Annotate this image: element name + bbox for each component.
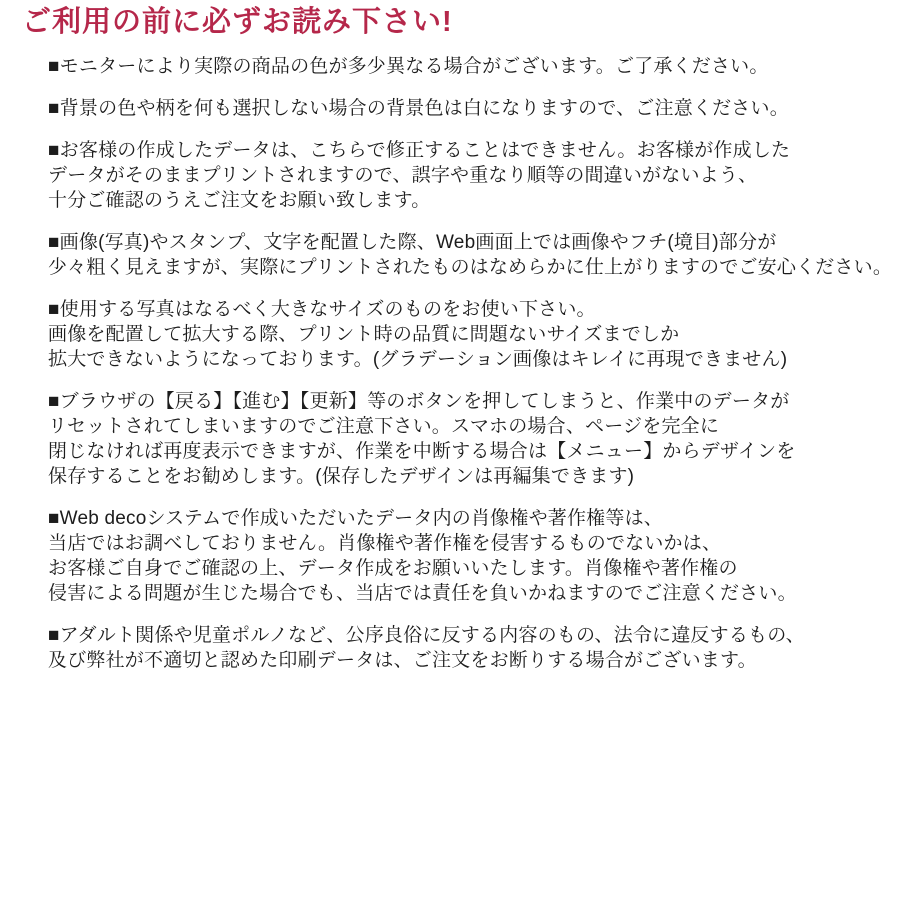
- notice-line: 及び弊社が不適切と認めた印刷データは、ご注文をお断りする場合がございます。: [48, 650, 757, 671]
- notice-line: 拡大できないようになっております。(グラデーション画像はキレイに再現できません): [48, 349, 788, 370]
- notice-line: データがそのままプリントされますので、誤字や重なり順等の間違いがないよう、: [48, 165, 758, 186]
- notice-line: 侵害による問題が生じた場合でも、当店では責任を負いかねますのでご注意ください。: [48, 583, 797, 604]
- notice-line: 少々粗く見えますが、実際にプリントされたものはなめらかに仕上がりますのでご安心ください。: [48, 257, 893, 278]
- notice-list: [48, 54, 893, 673]
- notice-line: 当店ではお調べしておりません。肖像権や著作権を侵害するものでないかは、: [48, 533, 722, 554]
- notice-paragraph-monitor-color: [48, 54, 888, 79]
- notice-line: 画像を配置して拡大する際、プリント時の品質に問題ないサイズまでしか: [48, 324, 680, 345]
- notice-line: ■ブラウザの【戻る】【進む】【更新】等のボタンを押してしまうと、作業中のデータが: [48, 391, 790, 412]
- notice-line: 十分ご確認のうえご注文をお願い致します。: [48, 190, 431, 211]
- notice-line: ■モニターにより実際の商品の色が多少異なる場合がございます。ご了承ください。: [48, 56, 769, 77]
- notice-line: ■お客様の作成したデータは、こちらで修正することはできません。お客様が作成した: [48, 140, 791, 161]
- notice-paragraph-browser-buttons: [48, 389, 888, 489]
- notice-line: ■使用する写真はなるべく大きなサイズのものをお使い下さい。: [48, 299, 596, 320]
- notice-line: ■背景の色や柄を何も選択しない場合の背景色は白になりますので、ご注意ください。: [48, 98, 789, 119]
- notice-line: 保存することをお勧めします。(保存したデザインは再編集できます): [48, 466, 635, 487]
- notice-line: ■アダルト関係や児童ポルノなど、公序良俗に反する内容のもの、法令に違反するもの、: [48, 625, 805, 646]
- notice-paragraph-prohibited-content: [48, 623, 888, 673]
- notice-paragraph-data-correction: [48, 138, 888, 213]
- notice-line: リセットされてしまいますのでご注意下さい。スマホの場合、ページを完全に: [48, 416, 720, 437]
- notice-paragraph-photo-size: [48, 297, 888, 372]
- notice-line: ■Web decoシステムで作成いただいたデータ内の肖像権や著作権等は、: [48, 508, 663, 529]
- notice-paragraph-background-color: [48, 96, 888, 121]
- notice-paragraph-image-edges: [48, 230, 893, 280]
- notice-line: ■画像(写真)やスタンプ、文字を配置した際、Web画面上では画像やフチ(境目)部分が: [48, 232, 777, 253]
- notice-line: お客様ご自身でご確認の上、データ作成をお願いいたします。肖像権や著作権の: [48, 558, 738, 579]
- page-title: ご利用の前に必ずお読み下さい!: [22, 6, 453, 38]
- notice-line: 閉じなければ再度表示できますが、作業を中断する場合は【メニュー】からデザインを: [48, 441, 796, 462]
- notice-paragraph-copyright: [48, 506, 888, 606]
- notice-page: [0, 4, 900, 904]
